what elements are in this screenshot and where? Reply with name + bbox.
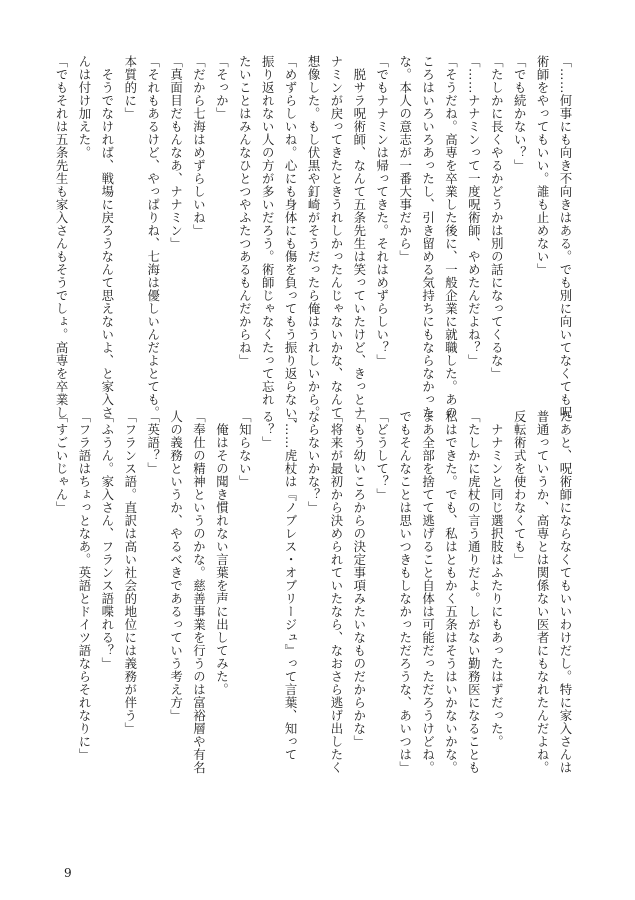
text-line: たあと、呪術師にならなくてもいいわけだし。特に家入さんは <box>558 410 573 774</box>
text-line: る？」 <box>260 410 276 449</box>
text-line: 「……ナナミンって一度呪術師、やめたんだよね？」 <box>466 55 482 367</box>
text-line: な。本人の意志が一番大事だから」 <box>397 55 413 263</box>
text-line: 「フラ語はちょっとなあ。英語とドイツ語ならそれなりに」 <box>76 410 92 761</box>
text-line: 「すごいじゃん」 <box>54 410 70 514</box>
text-line: 「英語？」 <box>145 410 161 475</box>
text-line: ナミンが戻ってきたときうれしかったんじゃないかな、なんて <box>328 55 344 419</box>
text-line: 「それもあるけど、やっぱりね、七海は優しいんだよとても。 <box>145 55 161 419</box>
text-line: 本質的に」 <box>122 55 138 120</box>
text-line: 「そうだね。高専を卒業した後に、一般企業に就職した。あの <box>443 55 459 419</box>
text-line: たいことはみんなひとつやふたつあるもんだからね」 <box>237 55 253 367</box>
text-line: 「どうして？」 <box>374 410 390 501</box>
text-line: 振り返れない人の方が多いだろう。術師じゃなくたって忘れ <box>260 55 276 406</box>
text-line: 「知らない」 <box>237 410 253 488</box>
text-line: 「……何事にも向き不向きはある。でも別に向いてなくても呪 <box>558 55 573 419</box>
text-line: 想像した。もし伏黒や釘崎がそうだったら俺はうれしいから。 <box>306 55 322 419</box>
text-line: 「……虎杖は『ノブレス・オブリージュ』って言葉、知って <box>283 410 299 761</box>
page-number: 9 <box>64 866 72 880</box>
text-line: んは付け加えた。 <box>76 55 92 159</box>
text-line: 普通っていうか、高専とは関係ない医者にもなれたんだよね。 <box>535 410 551 774</box>
text-line: 「将来が最初から決められていたなら、なおさら逃げ出したく <box>328 410 344 774</box>
text-line: 「たしかに虎杖の言う通りだよ。しがない勤務医になることも <box>466 410 482 774</box>
text-line: 術師をやってもいい。誰も止めない」 <box>535 55 551 276</box>
text-line: 人の義務というか、やるべきであるっていう考え方」 <box>168 410 184 722</box>
text-line: でもそんなことは思いつきもしなかっただろうな、あいつは」 <box>397 410 413 774</box>
text-line: 俺はその聞き慣れない言葉を声に出してみた。 <box>214 410 230 696</box>
text-line: まあ全部を捨てて逃げること自体は可能だっただろうけどね。 <box>420 410 436 774</box>
text-line: 「フランス語。直訳は高い社会的地位には義務が伴う」 <box>122 410 138 735</box>
text-line: そうでなければ、戦場に戻ろうなんて思えないよ、と家入さ <box>99 55 115 419</box>
text-line: 「たしかに長くやるかどうかは別の話になってくるな」 <box>489 55 505 380</box>
upper-text-block <box>54 55 576 432</box>
text-line: 「真面目だもんなあ、ナナミン」 <box>168 55 184 250</box>
text-line: ナナミンと同じ選択肢はふたりにもあったはずだった。 <box>489 410 505 748</box>
text-line: 「めずらしいね。心にも身体にも傷を負ってもう振り返らない、 <box>283 55 299 432</box>
text-line: ならないかな？」 <box>306 410 322 514</box>
text-line: 反転術式を使わなくても」 <box>512 410 528 566</box>
text-line: 「もう幼いころからの決定事項みたいなものだからかな」 <box>351 410 367 748</box>
text-line: 「そっか」 <box>214 55 230 120</box>
text-line: 「でもそれは五条先生も家入さんもそうでしょ。高専を卒業し <box>54 55 70 419</box>
text-line: 私はできた。でも、私はともかく五条はそうはいかないかな。 <box>443 410 459 774</box>
text-line: 脱サラ呪術師、なんて五条先生は笑っていたけど、きっとナ <box>351 55 367 419</box>
text-line: ころはいろいろあったし、引き留める気持ちにもならなかった <box>420 55 436 419</box>
text-line: 「奉仕の精神というのかな。慈善事業を行うのは富裕層や有名 <box>191 410 207 774</box>
lower-text-block <box>54 410 576 774</box>
text-line: 「だから七海はめずらしいね」 <box>191 55 207 237</box>
text-line: 「でもナナミンは帰ってきた。それはめずらしい？」 <box>374 55 390 367</box>
text-line: 「ふうん。家入さん、フランス語喋れる？」 <box>99 410 115 670</box>
text-line: 「でも続かない？」 <box>512 55 528 172</box>
